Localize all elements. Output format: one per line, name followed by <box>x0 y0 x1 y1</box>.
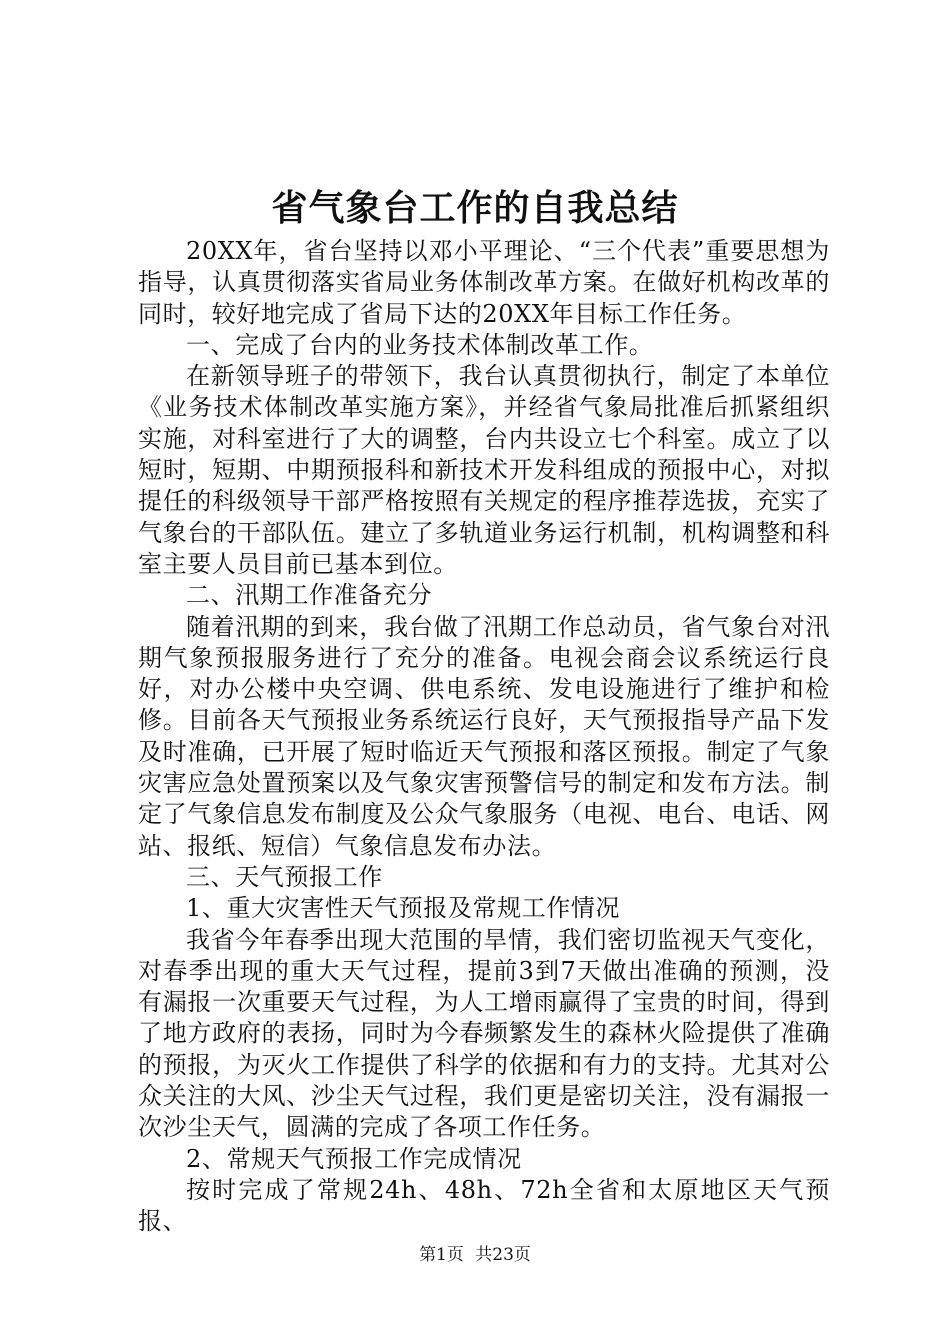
subsection-heading-3-1: 1、重大灾害性天气预报及常规工作情况 <box>186 894 621 923</box>
paragraph-section-3-2: 按时完成了常规24h、48h、72h全省和太原地区天气预报、 <box>138 1175 830 1236</box>
document-title: 省气象台工作的自我总结 <box>271 188 679 229</box>
page-number: 第1页 <box>419 1245 464 1265</box>
document-body <box>138 236 830 1238</box>
page-footer <box>0 1243 950 1267</box>
section-heading-2: 二、汛期工作准备充分 <box>186 581 432 610</box>
section-heading-3: 三、天气预报工作 <box>186 862 383 891</box>
page-total: 共23页 <box>475 1245 531 1265</box>
paragraph-section-1: 在新领导班子的带领下，我台认真贯彻执行，制定了本单位《业务技术体制改革实施方案》，并经省气象局批准后抓紧组织实施，对科室进行了大的调整，台内共设立七个科室。成立了以短时，短期、中期预报科和新技术开发科组成的预报中心，对拟提任的科级领导干部严格按照有关规定的程序推荐选拔，充实了气象台的干部队伍。建立了多轨道业务运行机制，机构调整和科室主要人员目前已基本到位。 <box>138 362 830 578</box>
section-heading-1: 一、完成了台内的业务技术体制改革工作。 <box>186 330 654 359</box>
paragraph-section-3-1: 我省今年春季出现大范围的旱情，我们密切监视天气变化，对春季出现的重大天气过程，提前3到7天做出准确的预测，没有漏报一次重要天气过程，为人工增雨赢得了宝贵的时间，得到了地方政府的表扬，同时为今春频繁发生的森林火险提供了准确的预报，为灭火工作提供了科学的依据和有力的支持。尤其对公众关注的大风、沙尘天气过程，我们更是密切关注，没有漏报一次沙尘天气，圆满的完成了各项工作任务。 <box>138 925 830 1142</box>
paragraph-intro: 20XX年，省台坚持以邓小平理论、“三个代表”重要思想为指导，认真贯彻落实省局业务体制改革方案。在做好机构改革的同时，较好地完成了省局下达的20XX年目标工作任务。 <box>138 237 830 328</box>
subsection-heading-3-2: 2、常规天气预报工作完成情况 <box>186 1144 522 1173</box>
paragraph-section-2: 随着汛期的到来，我台做了汛期工作总动员，省气象台对汛期气象预报服务进行了充分的准备。电视会商会议系统运行良好，对办公楼中央空调、供电系统、发电设施进行了维护和检修。目前各天气预报业务系统运行良好，天气预报指导产品下发及时准确，已开展了短时临近天气预报和落区预报。制定了气象灾害应急处置预案以及气象灾害预警信号的制定和发布方法。制定了气象信息发布制度及公众气象服务（电视、电台、电话、网站、报纸、短信）气象信息发布办法。 <box>138 612 830 860</box>
